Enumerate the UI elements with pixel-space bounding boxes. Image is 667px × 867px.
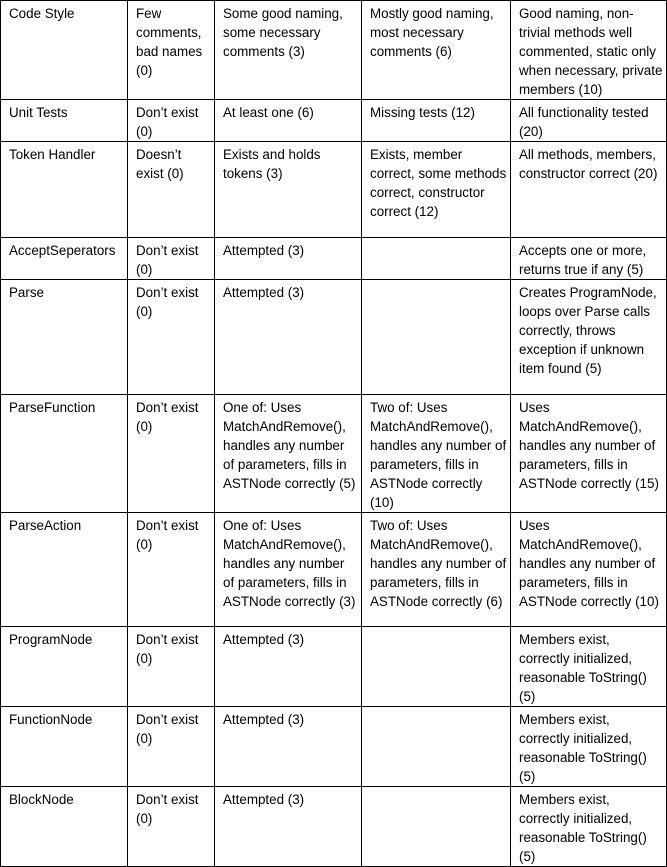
level-2-cell [362, 707, 511, 787]
rubric-row-parse-function [1, 395, 667, 513]
level-3-cell: Accepts one or more, returns true if any (5) [511, 238, 667, 280]
level-0-cell: Don’t exist (0) [128, 787, 215, 867]
rubric-row-function-node [1, 707, 667, 787]
level-2-cell: Two of: Uses MatchAndRemove(), handles any number of parameters, fills in ASTNode correctly (6) [362, 513, 511, 627]
level-1-cell: Attempted (3) [215, 280, 362, 395]
criterion-cell: ProgramNode [1, 627, 128, 707]
level-3-cell: Members exist, correctly initialized, reasonable ToString() (5) [511, 707, 667, 787]
criterion-cell: BlockNode [1, 787, 128, 867]
rubric-row-unit-tests [1, 100, 667, 142]
level-1-cell: One of: Uses MatchAndRemove(), handles any number of parameters, fills in ASTNode correctly (5) [215, 395, 362, 513]
level-2-cell: Two of: Uses MatchAndRemove(), handles any number of parameters, fills in ASTNode correctly (10) [362, 395, 511, 513]
level-2-cell [362, 238, 511, 280]
level-2-cell: Mostly good naming, most necessary comments (6) [362, 1, 511, 100]
level-3-cell: Uses MatchAndRemove(), handles any number of parameters, fills in ASTNode correctly (15) [511, 395, 667, 513]
criterion-cell: Unit Tests [1, 100, 128, 142]
level-3-cell: Uses MatchAndRemove(), handles any number of parameters, fills in ASTNode correctly (10) [511, 513, 667, 627]
level-0-cell: Don’t exist (0) [128, 513, 215, 627]
rubric-row-parse [1, 280, 667, 395]
level-1-cell: Attempted (3) [215, 787, 362, 867]
rubric-row-accept-seperators [1, 238, 667, 280]
level-0-cell: Don’t exist (0) [128, 395, 215, 513]
level-0-cell: Don’t exist (0) [128, 238, 215, 280]
rubric-row-block-node [1, 787, 667, 867]
rubric-row-program-node [1, 627, 667, 707]
rubric-row-parse-action [1, 513, 667, 627]
rubric-row-code-style [1, 1, 667, 100]
level-3-cell: All functionality tested (20) [511, 100, 667, 142]
level-0-cell: Don’t exist (0) [128, 280, 215, 395]
criterion-cell: ParseAction [1, 513, 128, 627]
level-2-cell [362, 280, 511, 395]
level-2-cell [362, 627, 511, 707]
level-1-cell: Some good naming, some necessary comments (3) [215, 1, 362, 100]
level-0-cell: Don’t exist (0) [128, 707, 215, 787]
level-1-cell: Attempted (3) [215, 627, 362, 707]
level-3-cell: Good naming, non-trivial methods well commented, static only when necessary, private members (10) [511, 1, 667, 100]
level-1-cell: Attempted (3) [215, 238, 362, 280]
level-1-cell: One of: Uses MatchAndRemove(), handles any number of parameters, fills in ASTNode correctly (3) [215, 513, 362, 627]
criterion-cell: Token Handler [1, 142, 128, 238]
level-0-cell: Don’t exist (0) [128, 100, 215, 142]
level-3-cell: Members exist, correctly initialized, reasonable ToString() (5) [511, 787, 667, 867]
criterion-cell: AcceptSeperators [1, 238, 128, 280]
level-0-cell: Doesn’t exist (0) [128, 142, 215, 238]
level-3-cell: All methods, members, constructor correct (20) [511, 142, 667, 238]
level-2-cell: Exists, member correct, some methods correct, constructor correct (12) [362, 142, 511, 238]
level-1-cell: Exists and holds tokens (3) [215, 142, 362, 238]
level-0-cell: Don’t exist (0) [128, 627, 215, 707]
level-1-cell: At least one (6) [215, 100, 362, 142]
criterion-cell: Code Style [1, 1, 128, 100]
criterion-cell: Parse [1, 280, 128, 395]
level-3-cell: Creates ProgramNode, loops over Parse calls correctly, throws exception if unknown item found (5) [511, 280, 667, 395]
rubric-row-token-handler [1, 142, 667, 238]
level-2-cell [362, 787, 511, 867]
level-2-cell: Missing tests (12) [362, 100, 511, 142]
level-0-cell: Few comments, bad names (0) [128, 1, 215, 100]
level-1-cell: Attempted (3) [215, 707, 362, 787]
criterion-cell: ParseFunction [1, 395, 128, 513]
level-3-cell: Members exist, correctly initialized, reasonable ToString() (5) [511, 627, 667, 707]
criterion-cell: FunctionNode [1, 707, 128, 787]
